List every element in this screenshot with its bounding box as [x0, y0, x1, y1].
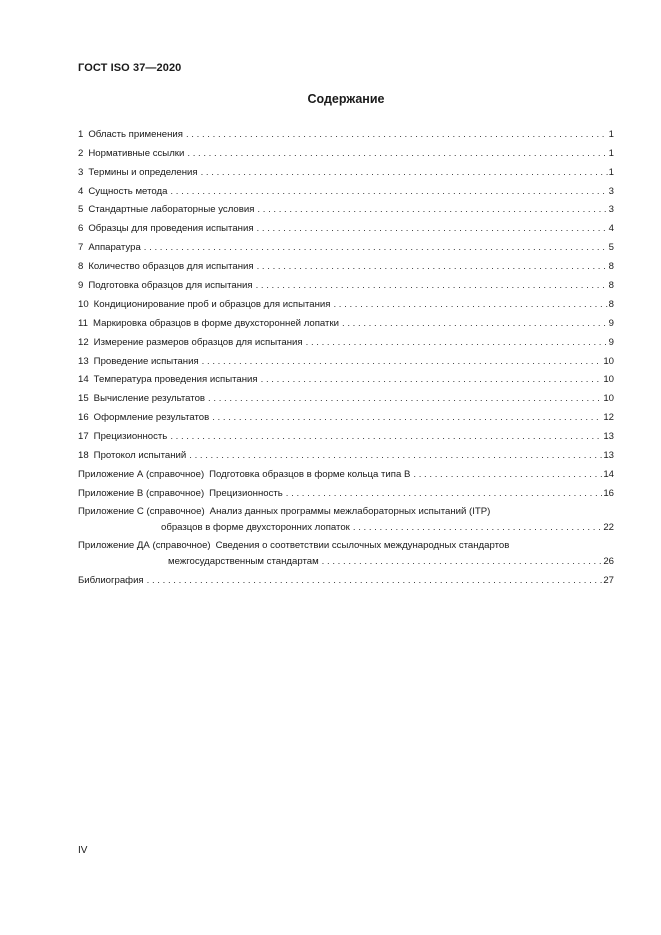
dot-leader [257, 204, 607, 215]
dot-leader [208, 393, 602, 404]
annex-title: Прецизионность [209, 487, 283, 499]
toc-entry[interactable] [78, 272, 614, 291]
toc-entry-number: 7 [78, 242, 84, 254]
toc-entry-number: 1 [78, 128, 84, 140]
dot-leader [322, 556, 603, 567]
dot-leader [147, 575, 603, 586]
toc-entry-annex-c-continued[interactable] [78, 517, 614, 533]
toc-entry-number: 11 [78, 317, 88, 329]
toc-entry[interactable] [78, 197, 614, 216]
dot-leader [261, 374, 603, 385]
toc-entry[interactable] [78, 234, 614, 253]
toc-entry-title: Вычисление результатов [93, 393, 206, 405]
toc-entry-title: Область применения [88, 128, 183, 140]
dot-leader [170, 186, 607, 197]
toc-entry-number: 15 [78, 393, 89, 405]
dot-leader [256, 280, 608, 291]
toc-entry-annex-c[interactable] [78, 499, 614, 517]
toc-entry-number: 2 [78, 147, 84, 159]
toc-entry[interactable] [78, 442, 614, 461]
annex-title-continued: межгосударственным стандартам [168, 555, 319, 567]
toc-entry-title: Подготовка образцов для испытания [88, 280, 253, 292]
toc-entry-page: 14 [603, 468, 614, 480]
dot-leader [186, 129, 608, 140]
toc-entry[interactable] [78, 121, 614, 140]
toc-entry-number: 12 [78, 336, 89, 348]
toc-entry-page: 8 [608, 298, 614, 310]
dot-leader [201, 167, 608, 178]
dot-leader [257, 223, 608, 234]
bibliography-title: Библиография [78, 574, 144, 586]
toc-entry[interactable] [78, 253, 614, 272]
toc-entry-number: 13 [78, 355, 89, 367]
toc-entry[interactable] [78, 310, 614, 329]
dot-leader [333, 299, 607, 310]
toc-entry-title: Стандартные лабораторные условия [88, 204, 255, 216]
toc-entry-page: 1 [608, 147, 614, 159]
annex-title: Подготовка образцов в форме кольца типа В [209, 468, 411, 480]
annex-label: Приложение А (справочное) [78, 468, 205, 480]
toc-entry-title: Маркировка образцов в форме двухсторонней лопатки [92, 317, 340, 329]
toc-entry-page: 9 [608, 336, 614, 348]
dot-leader [306, 337, 608, 348]
toc-entry[interactable] [78, 423, 614, 442]
toc-entry-bibliography[interactable] [78, 567, 614, 586]
toc-entry-title: Образцы для проведения испытания [88, 223, 254, 235]
toc-entry-number: 3 [78, 166, 84, 178]
toc-entry-title: Термины и определения [88, 166, 198, 178]
toc-entry-title: Измерение размеров образцов для испытания [93, 336, 303, 348]
toc-entry[interactable] [78, 329, 614, 348]
dot-leader [257, 261, 608, 272]
toc-entry-number: 4 [78, 185, 84, 197]
table-of-contents [78, 121, 614, 586]
toc-entry-annex-da[interactable] [78, 533, 614, 551]
toc-entry-number: 10 [78, 298, 89, 310]
annex-label: Приложение С (справочное) [78, 505, 205, 517]
toc-entry-page: 3 [608, 185, 614, 197]
toc-entry-page: 3 [608, 204, 614, 216]
annex-title-continued: образцов в форме двухсторонних лопаток [161, 521, 350, 533]
toc-entry-title: Нормативные ссылки [88, 147, 185, 159]
toc-entry-page: 13 [603, 431, 614, 443]
toc-entry-title: Прецизионность [93, 431, 168, 443]
toc-entry-annex-b[interactable] [78, 480, 614, 499]
toc-entry-number: 8 [78, 261, 84, 273]
toc-entry-page: 26 [603, 555, 614, 567]
toc-entry-number: 14 [78, 374, 89, 386]
toc-entry[interactable] [78, 178, 614, 197]
toc-entry-number: 17 [78, 431, 89, 443]
toc-entry[interactable] [78, 348, 614, 367]
toc-entry-page: 1 [608, 128, 614, 140]
annex-label: Приложение ДА (справочное) [78, 539, 211, 551]
toc-entry-page: 12 [603, 412, 614, 424]
toc-entry[interactable] [78, 367, 614, 386]
toc-entry-title: Количество образцов для испытания [88, 261, 254, 273]
annex-title: Сведения о соответствии ссылочных международных стандартов [215, 539, 510, 551]
toc-entry-title: Кондиционирование проб и образцов для испытания [93, 298, 331, 310]
dot-leader [189, 450, 602, 461]
dot-leader [353, 522, 602, 533]
toc-entry-page: 10 [603, 355, 614, 367]
dot-leader [144, 242, 608, 253]
dot-leader [286, 488, 603, 499]
toc-entry[interactable] [78, 215, 614, 234]
toc-entry-annex-da-continued[interactable] [78, 551, 614, 567]
dot-leader [342, 318, 608, 329]
toc-entry-annex-a[interactable] [78, 461, 614, 480]
toc-entry-page: 16 [603, 487, 614, 499]
dot-leader [170, 431, 602, 442]
toc-entry-page: 1 [608, 166, 614, 178]
page-number: IV [78, 845, 88, 856]
toc-entry-number: 6 [78, 223, 84, 235]
toc-entry-title: Оформление результатов [93, 412, 210, 424]
toc-entry-page: 10 [603, 374, 614, 386]
toc-entry-title: Температура проведения испытания [93, 374, 258, 386]
toc-entry-page: 9 [608, 317, 614, 329]
toc-entry[interactable] [78, 385, 614, 404]
toc-entry-number: 9 [78, 280, 84, 292]
toc-entry-number: 18 [78, 450, 89, 462]
dot-leader [187, 148, 607, 159]
toc-entry-page: 13 [603, 450, 614, 462]
toc-entry-title: Сущность метода [88, 185, 168, 197]
toc-entry-number: 5 [78, 204, 84, 216]
toc-entry-page: 8 [608, 261, 614, 273]
annex-title: Анализ данных программы межлабораторных испытаний (ITP) [209, 505, 491, 517]
toc-entry-page: 22 [603, 521, 614, 533]
toc-entry-title: Аппаратура [88, 242, 141, 254]
toc-entry[interactable] [78, 140, 614, 159]
toc-title: Содержание [307, 92, 385, 106]
toc-entry[interactable] [78, 159, 614, 178]
dot-leader [202, 356, 603, 367]
toc-entry[interactable] [78, 291, 614, 310]
toc-entry-page: 4 [608, 223, 614, 235]
toc-entry-page: 8 [608, 280, 614, 292]
toc-entry-page: 10 [603, 393, 614, 405]
toc-entry-number: 16 [78, 412, 89, 424]
toc-entry-title: Проведение испытания [93, 355, 199, 367]
document-code: ГОСТ ISO 37—2020 [78, 62, 182, 74]
dot-leader [212, 412, 602, 423]
toc-entry-page: 5 [608, 242, 614, 254]
toc-entry-title: Протокол испытаний [93, 450, 187, 462]
toc-entry[interactable] [78, 404, 614, 423]
dot-leader [413, 469, 602, 480]
toc-entry-page: 27 [603, 574, 614, 586]
annex-label: Приложение В (справочное) [78, 487, 205, 499]
